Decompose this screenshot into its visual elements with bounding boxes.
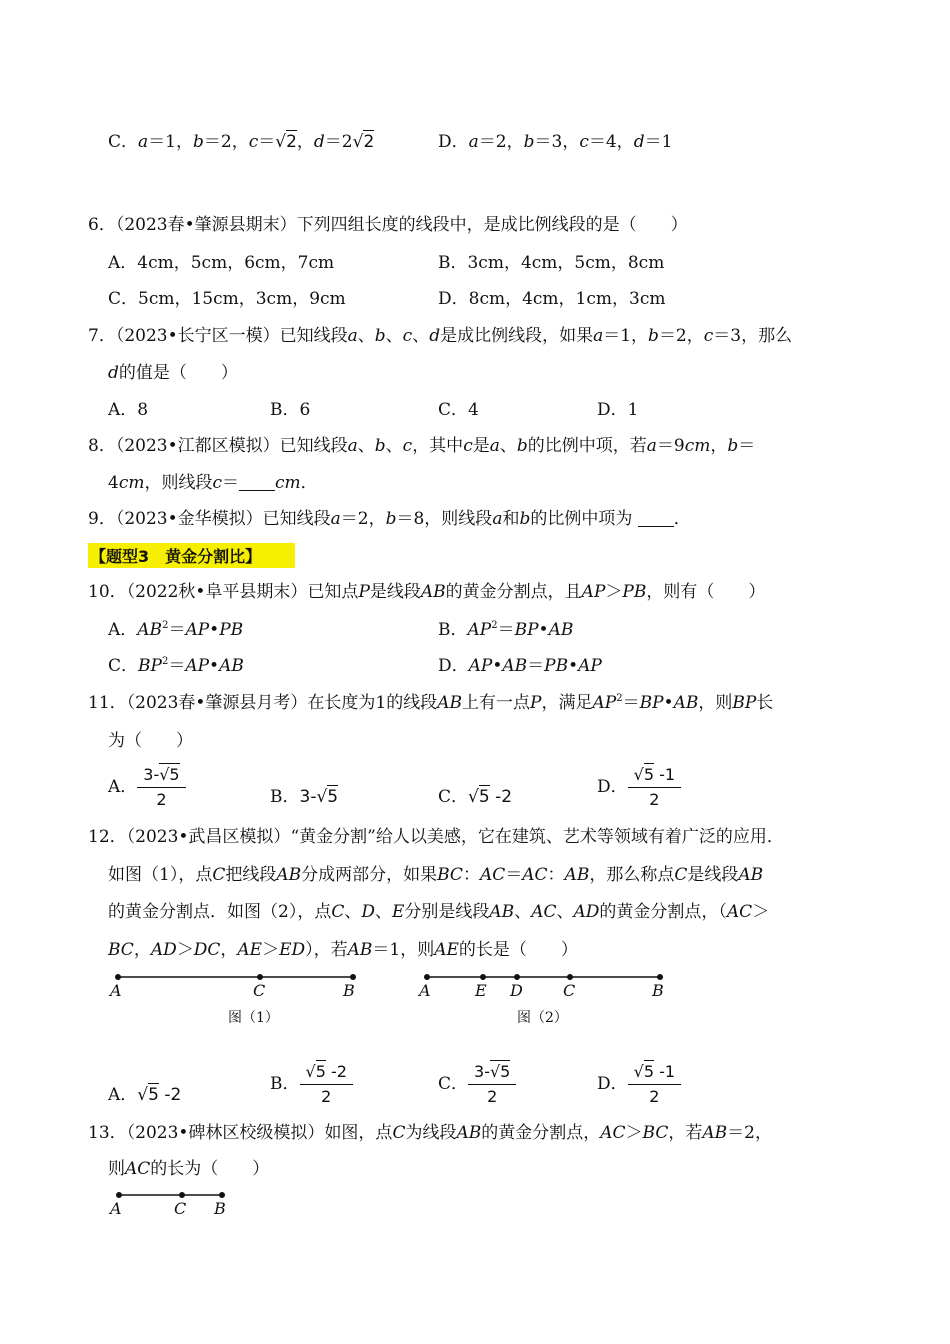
q7-option-b: B．6 [270,400,311,420]
figure-1 [100,966,370,1036]
q9-stem: 9．（2023•金华模拟）已知线段a＝2，b＝8，则线段a和b的比例中项为 ． [88,509,691,529]
q12-option-d: D． $\frac{√5 -1}{2}$ [597,1061,681,1108]
q6-option-b: B．3cm，4cm，5cm，8cm [438,253,665,273]
q13-stem: 13．（2023•碑林区校级模拟）如图，点C为线段AB的黄金分割点，AC＞BC，若AB＝2， [88,1123,772,1143]
q10-option-c: C．$BP^2=AP•AB$ [108,656,244,676]
q7-option-d: D．1 [597,400,639,420]
q10-option-b: B．$AP^2=BP•AB$ [438,620,574,640]
q12-stem-4: BC，AD＞DC，AE＞ED），若AB＝1，则AE的长是（ ） [108,940,578,960]
label-c: C [563,981,576,1000]
q7-stem: 7．（2023•长宁区一模）已知线段a、b、c、d是成比例线段，如果a＝1，b＝2，c＝3，那么 [88,326,793,346]
q10-stem: 10．（2022秋•阜平县期末）已知点P是线段AB的黄金分割点，且AP＞PB，则有（ ） [88,582,766,602]
figure-3 [104,1186,244,1226]
q6-option-a: A．4cm，5cm，6cm，7cm [108,253,335,273]
figure-caption: 图（2） [517,1010,568,1026]
point-e [480,974,486,980]
q6-stem: 6．（2023春•肇源县期末）下列四组长度的线段中，是成比例线段的是（ ） [88,215,688,235]
point-b [219,1192,225,1198]
label-e: E [475,981,487,1000]
point-a [116,1192,122,1198]
q12-stem-3: 的黄金分割点．如图（2），点C、D、E分别是线段AB、AC、AD的黄金分割点，（AC＞ [108,902,770,922]
answer-blank[interactable] [638,508,674,527]
point-b [350,974,356,980]
label-a: A [110,1199,122,1218]
q8-stem: 8．（2023•江都区模拟）已知线段a、b、c，其中c是a、b的比例中项，若a＝9cm，b＝ [88,436,756,456]
q5-option-c: C．a＝1，b＝2，c＝√2，d＝2√2 [108,132,375,152]
label-b: B [214,1199,226,1218]
point-d [514,974,520,980]
label-a: A [419,981,431,1000]
point-a [115,974,121,980]
label-c: C [174,1199,187,1218]
q7-option-c: C．4 [438,400,479,420]
label-b: B [343,981,355,1000]
point-b [657,974,663,980]
label-a: A [110,981,122,1000]
figure-2 [412,966,682,1036]
q12-stem-1: 12．（2023•武昌区模拟）“黄金分割”给人以美感，它在建筑、艺术等领域有着广泛的应用． [88,827,784,847]
q12-stem-2: 如图（1），点C把线段AB分成两部分，如果BC：AC＝AC：AB，那么称点C是线段AB [108,865,764,885]
q11-stem: 11．（2023春•肇源县月考）在长度为1的线段AB上有一点P，满足$AP^2=BP•AB$，则BP长 [88,693,774,713]
q11-option-c: C．√5 -2 [438,787,513,807]
q7-stem-cont: d的值是（ ） [108,363,238,383]
q8-stem-cont: 4cm，则线段c＝ cm． [108,473,318,493]
answer-blank[interactable] [239,472,275,491]
q11-option-d: D． $\frac{√5 -1}{2}$ [597,764,681,811]
q10-option-a: A．$AB^2=AP•PB$ [108,620,244,640]
q6-option-d: D．8cm，4cm，1cm，3cm [438,289,666,309]
section-heading: 【题型3 黄金分割比】 [88,543,295,568]
q11-option-b: B．3-√5 [270,787,339,807]
label-d: D [510,981,523,1000]
label-b: B [652,981,664,1000]
q13-stem-cont: 则AC的长为（ ） [108,1159,270,1179]
q5-option-d: D．a＝2，b＝3，c＝4，d＝1 [438,132,673,152]
point-c [567,974,573,980]
label-c: C [253,981,266,1000]
q7-option-a: A．8 [108,400,149,420]
figure-caption: 图（1） [228,1010,279,1026]
q11-stem-cont: 为（ ） [108,731,193,751]
q6-option-c: C．5cm，15cm，3cm，9cm [108,289,346,309]
q12-option-b: B． $\frac{√5 -2}{2}$ [270,1061,353,1108]
q11-option-a: A． $\frac{3-√5}{2}$ [108,764,186,811]
point-a [424,974,430,980]
point-c [179,1192,185,1198]
q12-option-c: C． $\frac{3-√5}{2}$ [438,1061,516,1108]
q10-option-d: D．AP•AB＝PB•AP [438,656,602,676]
point-c [257,974,263,980]
q12-option-a: A．√5 -2 [108,1085,182,1105]
